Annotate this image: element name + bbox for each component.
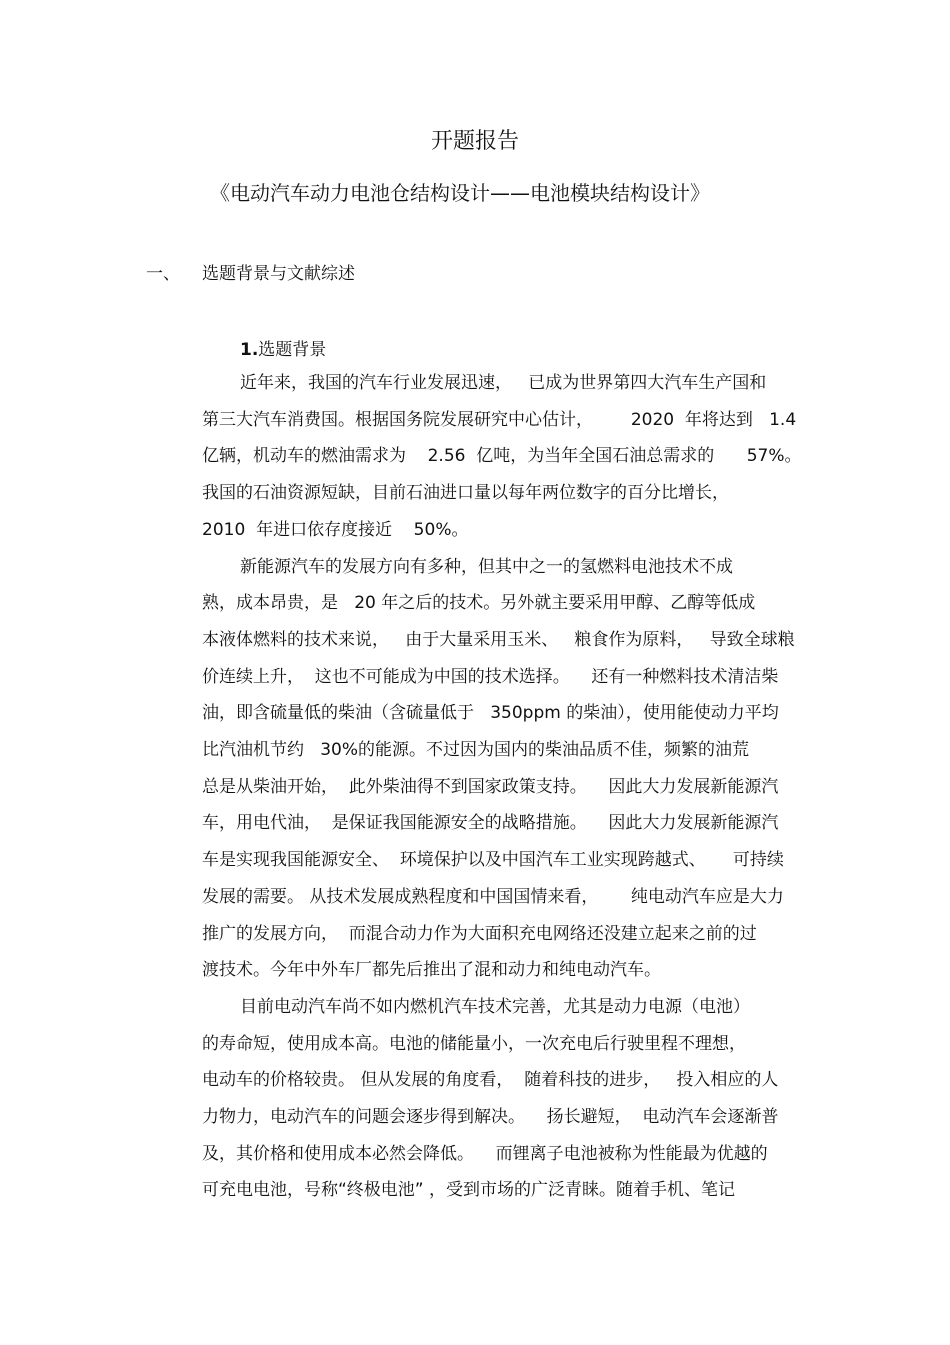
paragraph-line: 发展的需要。 从技术发展成熟程度和中国国情来看， 纯电动汽车应是大力 (202, 886, 784, 907)
paragraph-line: 熟，成本昂贵，是 20 年之后的技术。另外就主要采用甲醇、乙醇等低成 (202, 593, 756, 614)
paragraph-line: 亿辆，机动车的燃油需求为 2.56 亿吨，为当年全国石油总需求的 57%。 (202, 446, 802, 467)
paragraph-line: 我国的石油资源短缺，目前石油进口量以每年两位数字的百分比增长， (202, 483, 729, 504)
paragraph-line: 的寿命短，使用成本高。电池的储能量小，一次充电后行驶里程不理想， (202, 1033, 746, 1054)
paragraph-line: 总是从柴油开始， 此外柴油得不到国家政策支持。 因此大力发展新能源汽 (202, 776, 779, 797)
paragraph-line: 比汽油机节约 30%的能源。不过因为国内的柴油品质不佳，频繁的油荒 (202, 740, 749, 760)
paragraph-line: 目前电动汽车尚不如内燃机汽车技术完善，尤其是动力电源（电池） (240, 996, 750, 1017)
document-title: 开题报告 (430, 129, 519, 154)
paragraph-line: 可充电电池，号称“终极电池” ，受到市场的广泛青睐。随着手机、笔记 (202, 1180, 736, 1201)
paragraph-line: 新能源汽车的发展方向有多种，但其中之一的氢燃料电池技术不成 (240, 556, 733, 577)
subsection-heading (240, 337, 326, 363)
subsection-title: 选题背景 (258, 340, 327, 360)
section-title: 选题背景与文献综述 (202, 264, 355, 284)
paragraph-line: 近年来，我国的汽车行业发展迅速， 已成为世界第四大汽车生产国和 (240, 373, 767, 393)
paragraph-line: 车是实现我国能源安全、 环境保护以及中国汽车工业实现跨越式、 可持续 (202, 850, 784, 871)
paragraph-line: 第三大汽车消费国。根据国务院发展研究中心估计， 2020 年将达到 1.4 (202, 409, 797, 430)
paragraph-line: 力物力，电动汽车的问题会逐步得到解决。 扬长避短， 电动汽车会逐渐普 (202, 1107, 779, 1127)
paragraph-line: 价连续上升， 这也不可能成为中国的技术选择。 还有一种燃料技术清洁柴 (202, 666, 779, 687)
paragraph-line: 油，即含硫量低的柴油（含硫量低于 350ppm 的柴油），使用能使动力平均 (202, 703, 779, 724)
paragraph-line: 2010 年进口依存度接近 50%。 (202, 519, 469, 540)
subsection-number: 1. (240, 340, 259, 360)
paragraph-line: 渡技术。今年中外车厂都先后推出了混和动力和纯电动汽车。 (202, 960, 661, 981)
paragraph-line: 及，其价格和使用成本必然会降低。 而锂离子电池被称为性能最为优越的 (202, 1143, 768, 1164)
paragraph-line: 车，用电代油， 是保证我国能源安全的战略措施。 因此大力发展新能源汽 (202, 813, 779, 834)
paragraph-line: 电动车的价格较贵。 但从发展的角度看， 随着科技的进步， 投入相应的人 (202, 1070, 779, 1091)
paragraph-line: 本液体燃料的技术来说， 由于大量采用玉米、 粮食作为原料， 导致全球粮 (202, 629, 795, 650)
document-subtitle: 《电动汽车动力电池仓结构设计——电池模块结构设计》 (210, 181, 710, 205)
section-number: 一、 (146, 264, 180, 284)
paragraph-line: 推广的发展方向， 而混合动力作为大面积充电网络还没建立起来之前的过 (202, 923, 757, 944)
